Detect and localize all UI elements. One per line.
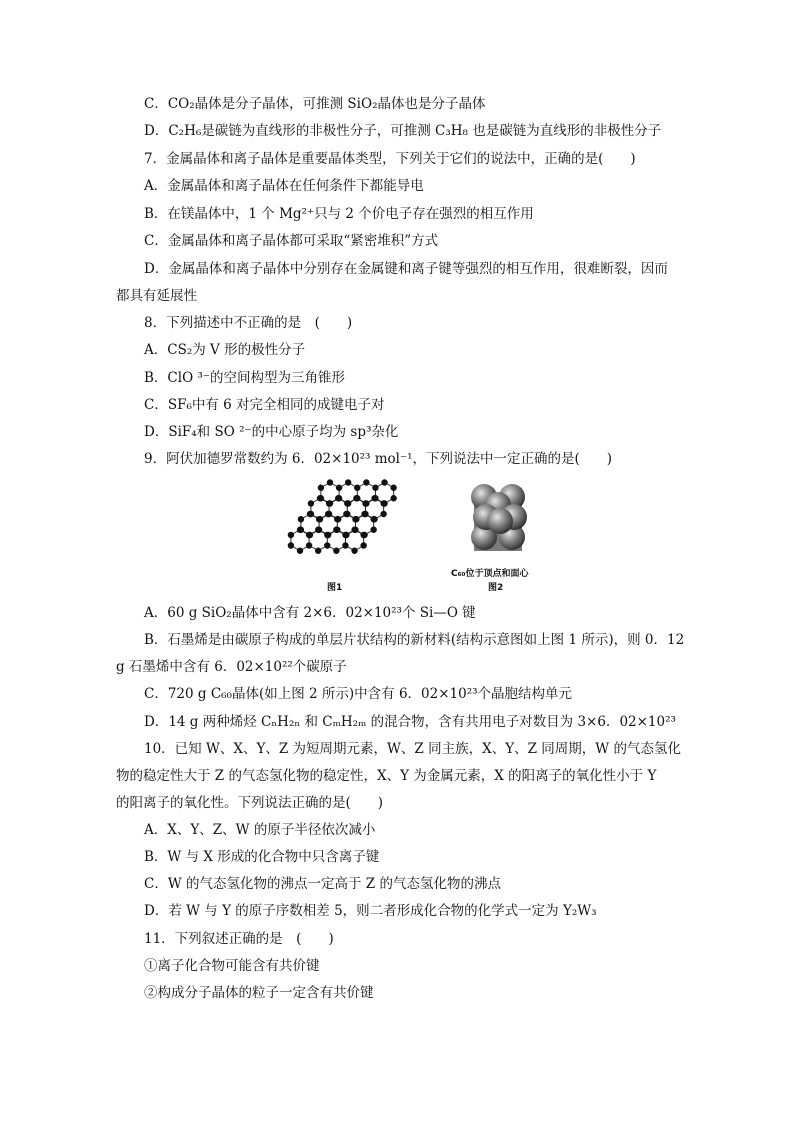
q10-option-d: D．若 W 与 Y 的原子序数相差 5，则二者形成化合物的化学式一定为 Y₂W₃ xyxy=(144,903,597,919)
carbon-atom xyxy=(288,542,294,548)
q8-option-c: C．SF₆中有 6 对完全相同的成键电子对 xyxy=(144,397,385,413)
carbon-atom xyxy=(351,527,357,533)
figure-2-caption: 图2 xyxy=(488,583,504,593)
q7-option-a: A．金属晶体和离子晶体在任何条件下都能导电 xyxy=(144,178,424,194)
carbon-atom xyxy=(344,500,350,506)
question-8-stem: 8．下列描述中不正确的是 ( ) xyxy=(144,315,353,331)
q7-option-d-cont: 都具有延展性 xyxy=(116,288,197,304)
carbon-atom xyxy=(351,548,357,554)
q10-option-a: A．X、Y、Z、W 的原子半径依次减小 xyxy=(144,822,376,838)
carbon-atom xyxy=(343,511,349,517)
carbon-atom xyxy=(380,511,386,517)
carbon-atom xyxy=(333,527,339,533)
question-10-stem-2: 物的稳定性大于 Z 的气态氢化物的稳定性，X、Y 为金属元素，X 的阳离子的氧化性小于 Y xyxy=(116,768,657,784)
carbon-atom xyxy=(336,485,342,491)
carbon-atom xyxy=(352,516,358,522)
carbon-atom xyxy=(307,511,313,517)
carbon-atom xyxy=(288,532,294,538)
carbon-atom xyxy=(317,495,323,501)
q10-option-b: B．W 与 X 形成的化合物中只含离子键 xyxy=(144,849,380,865)
carbon-atom xyxy=(306,542,312,548)
carbon-atom xyxy=(326,500,332,506)
question-9-stem: 9．阿伏加德罗常数约为 6．02×10²³ mol⁻¹，下列说法中一定正确的是( ) xyxy=(144,451,613,467)
graphene-figure xyxy=(278,478,418,578)
option-d-c2h6: D．C₂H₆是碳链为直线形的非极性分子，可推测 C₃H₈ 也是碳链为直线形的非极性分子 xyxy=(144,123,662,139)
carbon-atom xyxy=(333,548,339,554)
carbon-atom xyxy=(315,527,321,533)
question-10-stem-3: 的阳离子的氧化性。下列说法正确的是( ) xyxy=(116,795,384,811)
q9-option-d: D．14 g 两种烯烃 CₙH₂ₙ 和 CₘH₂ₘ 的混合物，含有共用电子对数目为 3×6．02×10²³ xyxy=(144,714,676,730)
carbon-atom xyxy=(370,527,376,533)
carbon-atom xyxy=(297,548,303,554)
q10-option-c: C．W 的气态氢化物的沸点一定高于 Z 的气态氢化物的沸点 xyxy=(144,876,501,892)
figure-2-label: C₆₀位于顶点和面心 xyxy=(451,569,529,579)
carbon-atom xyxy=(360,542,366,548)
q7-option-b: B．在镁晶体中，1 个 Mg²⁺只与 2 个价电子存在强烈的相互作用 xyxy=(144,206,534,222)
q11-statement-2: ②构成分子晶体的粒子一定含有共价键 xyxy=(144,985,374,1001)
carbon-atom xyxy=(298,516,304,522)
question-10-stem: 10．已知 W、X、Y、Z 为短周期元素，W、Z 同主族，X、Y、Z 同周期，W 的气态氢化 xyxy=(144,741,681,757)
carbon-atom xyxy=(327,479,333,485)
q11-statement-1: ①离子化合物可能含有共价键 xyxy=(144,958,320,974)
carbon-atom xyxy=(353,495,359,501)
carbon-atom xyxy=(372,485,378,491)
carbon-atom xyxy=(315,548,321,554)
c60-sphere xyxy=(487,508,513,534)
carbon-atom xyxy=(334,516,340,522)
carbon-atom xyxy=(380,500,386,506)
carbon-atom xyxy=(342,542,348,548)
carbon-atom xyxy=(345,479,351,485)
q8-option-d: D．SiF₄和 SO ²⁻的中心原子均为 sp³杂化 xyxy=(144,424,399,440)
q9-option-a: A．60 g SiO₂晶体中含有 2×6．02×10²³个 Si—O 键 xyxy=(144,605,476,621)
carbon-atom xyxy=(370,516,376,522)
carbon-atom xyxy=(371,495,377,501)
carbon-atom xyxy=(297,527,303,533)
carbon-atom xyxy=(324,542,330,548)
q7-option-c: C．金属晶体和离子晶体都可采取“紧密堆积”方式 xyxy=(144,233,439,249)
option-c-co2: C．CO₂晶体是分子晶体，可推测 SiO₂晶体也是分子晶体 xyxy=(144,96,486,112)
q8-option-b: B．ClO ³⁻的空间构型为三角锥形 xyxy=(144,370,345,386)
carbon-atom xyxy=(325,511,331,517)
figure-1-caption: 图1 xyxy=(327,583,343,593)
q7-option-d: D．金属晶体和离子晶体中分别存在金属键和离子键等强烈的相互作用，很难断裂，因而 xyxy=(144,261,668,277)
carbon-atom xyxy=(316,516,322,522)
carbon-atom xyxy=(381,479,387,485)
carbon-atom xyxy=(308,500,314,506)
question-7-stem: 7．金属晶体和离子晶体是重要晶体类型，下列关于它们的说法中，正确的是( ) xyxy=(144,151,636,167)
carbon-atom xyxy=(324,532,330,538)
carbon-atom xyxy=(360,532,366,538)
carbon-atom xyxy=(354,485,360,491)
q9-option-b: B．石墨烯是由碳原子构成的单层片状结构的新材料(结构示意图如上图 1 所示)，则 0．12 xyxy=(144,632,685,648)
carbon-atom xyxy=(335,495,341,501)
carbon-atom xyxy=(342,532,348,538)
carbon-atom xyxy=(318,485,324,491)
q9-option-b-cont: g 石墨烯中含有 6．02×10²²个碳原子 xyxy=(116,659,347,675)
question-11-stem: 11．下列叙述正确的是 ( ) xyxy=(144,931,334,947)
carbon-atom xyxy=(390,485,396,491)
carbon-atom xyxy=(306,532,312,538)
carbon-atom xyxy=(361,511,367,517)
c60-cell-figure xyxy=(464,481,534,561)
carbon-atom xyxy=(390,495,396,501)
carbon-atom xyxy=(362,500,368,506)
q8-option-a: A．CS₂为 V 形的极性分子 xyxy=(144,342,306,358)
q9-option-c: C．720 g C₆₀晶体(如上图 2 所示)中含有 6．02×10²³个晶胞结构单元 xyxy=(144,686,573,702)
carbon-atom xyxy=(363,479,369,485)
